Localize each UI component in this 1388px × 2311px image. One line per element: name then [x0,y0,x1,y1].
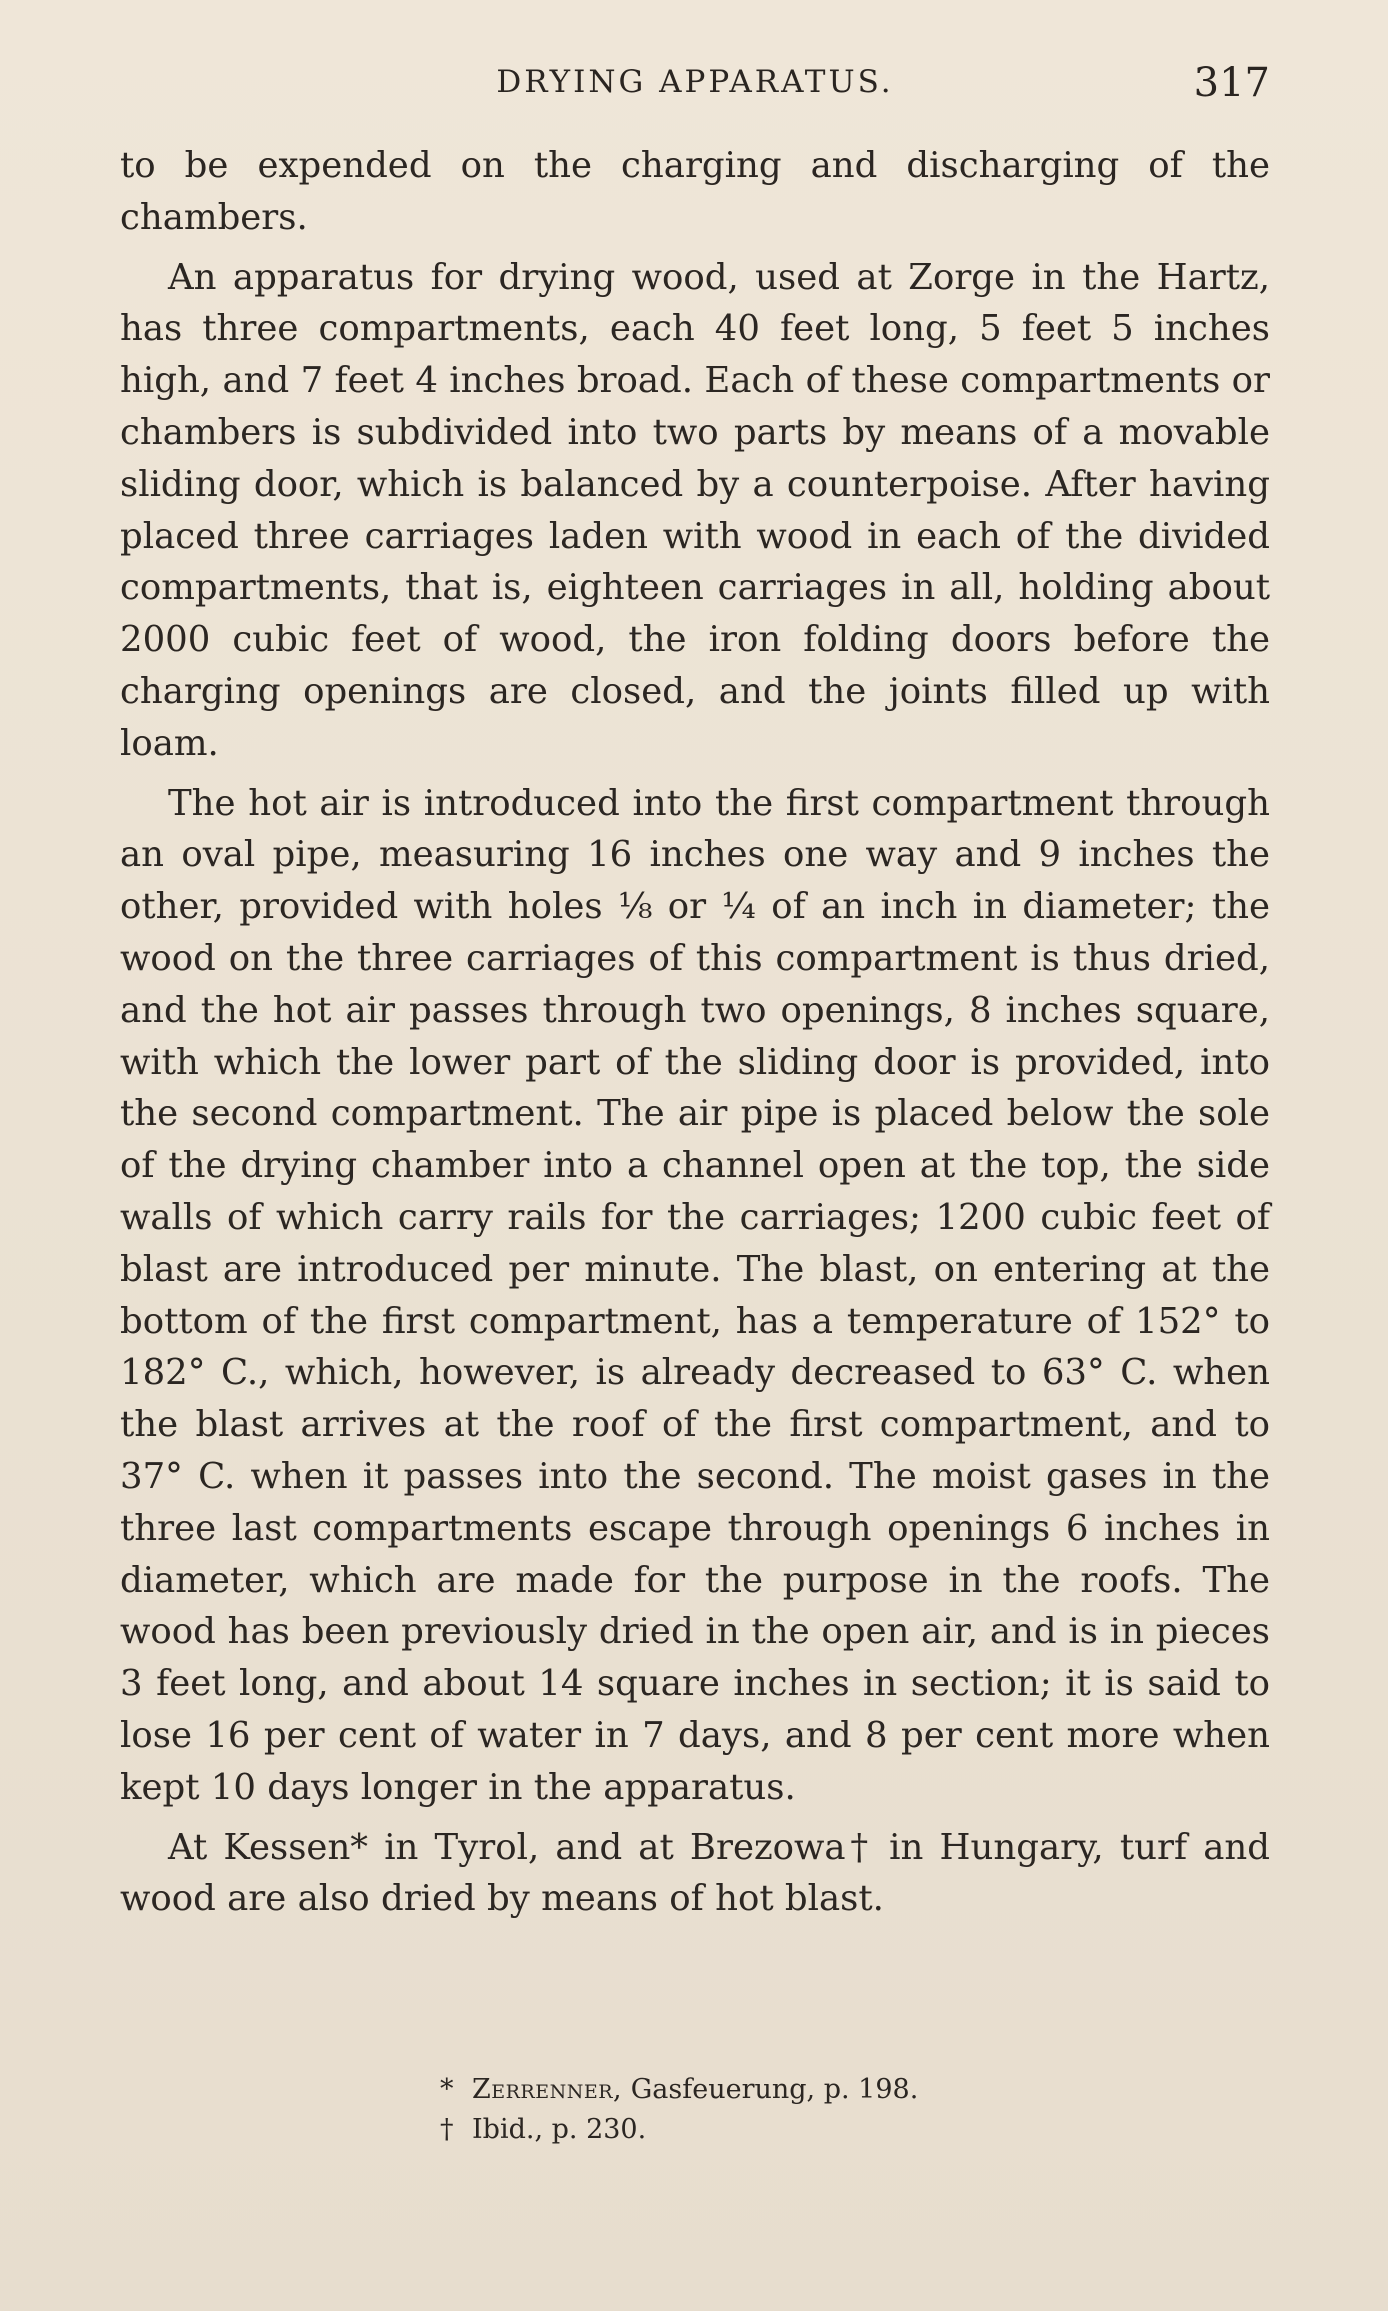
running-title: DRYING APPARATUS. [496,64,894,100]
footnote [440,2110,1140,2150]
page-number: 317 [1193,60,1270,106]
footnote [440,2070,1140,2110]
paragraph-zorge-apparatus: An apparatus for drying wood, used at Zorge in the Hartz, has three compartments, each 40 feet long, 5 feet 5 inches high, and 7 feet 4 inches broad. Each of these compartments or chambers is subdivided into two parts by means of a movable sliding door, which is balanced by a counterpoise. After having placed three carriages laden with wood in each of the divided compartments, that is, eighteen carriages in all, holding about 2000 cubic feet of wood, the iron folding doors before the charging openings are closed, and the joints filled up with loam. [120,256,1270,764]
footnote-reference: Gasfeuerung, p. 198. [630,2074,919,2105]
footnotes [440,2070,1140,2150]
footnote-reference: Ibid., p. 230. [472,2114,647,2145]
footnote-author: Zerrenner, [472,2074,623,2105]
body-text [120,140,1270,1933]
running-head [120,60,1270,120]
footnote-text [472,2070,918,2110]
footnote-mark: † [440,2114,454,2145]
paragraph-kessen-brezowa: At Kessen* in Tyrol, and at Brezowa† in Hungary, turf and wood are also dried by means of hot blast. [120,1826,1270,1920]
paragraph-hot-air: The hot air is introduced into the first compartment through an oval pipe, measuring 16 inches one way and 9 inches the other, provided with holes ⅛ or ¼ of an inch in diameter; the wood on the three carriages of this compartment is thus dried, and the hot air passes through two openings, 8 inches square, with which the lower part of the sliding door is provided, into the second compartment. The air pipe is placed below the sole of the drying chamber into a channel open at the top, the side walls of which carry rails for the carriages; 1200 cubic feet of blast are introduced per minute. The blast, on entering at the bottom of the first compartment, has a temperature of 152° to 182° C., which, however, is already decreased to 63° C. when the blast arrives at the roof of the first compartment, and to 37° C. when it passes into the second. The moist gases in the three last compartments escape through openings 6 inches in diameter, which are made for the purpose in the roofs. The wood has been previously dried in the open air, and is in pieces 3 feet long, and about 14 square inches in section; it is said to lose 16 per cent of water in 7 days, and 8 per cent more when kept 10 days longer in the apparatus. [120,782,1270,1808]
footnote-mark: * [440,2074,454,2105]
paragraph-continuation: to be expended on the charging and discharging of the chambers. [120,145,1270,238]
